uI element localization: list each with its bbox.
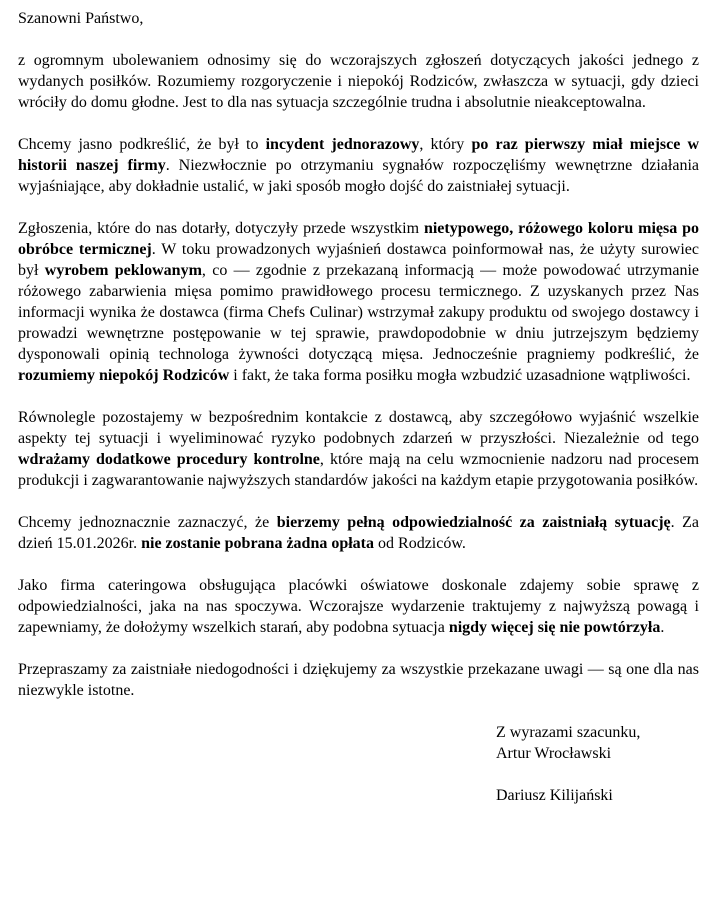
signer-name: Artur Wrocławski (496, 745, 612, 762)
signer-name: Dariusz Kilijański (496, 787, 613, 804)
emphasis-text: po raz pierwszy miał miejsce w historii naszej firmy (18, 136, 700, 174)
signature-spacer (496, 764, 699, 785)
paragraph-thanks (18, 659, 699, 701)
text-segment: , które mają na celu wzmocnienie nadzoru nad procesem produkcji i zagwarantowanie najwyższych standardów jakości na każdym etapie przygotowania posiłków. (18, 451, 700, 489)
paragraph-responsibility (18, 512, 699, 554)
paragraph-control-procedures (18, 407, 699, 491)
text-segment: Chcemy jednoznacznie zaznaczyć, że (18, 514, 277, 531)
text-segment: . (660, 619, 665, 636)
emphasis-text: nie zostanie pobrana żadna opłata (141, 535, 375, 552)
emphasis-text: incydent jednorazowy (265, 136, 420, 153)
paragraph-one-time-incident (18, 134, 699, 197)
text-segment: Chcemy jasno podkreślić, że był to (18, 136, 266, 153)
text-segment: . Za dzień 15.01.2026r. (18, 514, 700, 552)
text-segment: Zgłoszenia, które do nas dotarły, dotyczyły przede wszystkim (18, 220, 424, 237)
text-segment: Jako firma cateringowa obsługująca placówki oświatowe doskonale zdajemy sobie sprawę z odpowiedzialności, jaka na nas spoczywa. Wczorajsze wydarzenie traktujemy z najwyższą powagą i zapewniamy, że dołożymy wszelkich starań, aby podobna sytuacja (18, 577, 699, 636)
emphasis-text: wdrażamy dodatkowe procedury kontrolne (18, 451, 320, 468)
paragraph-apology (18, 50, 699, 113)
emphasis-text: nietypowego, różowego koloru mięsa po obróbce termicznej (18, 220, 700, 258)
text-segment: od Rodziców. (374, 535, 466, 552)
closing-salutation: Z wyrazami szacunku, (496, 724, 641, 741)
text-segment: , co — zgodnie z przekazaną informacją — może powodować utrzymanie różowego zabarwienia mięsa pomimo prawidłowego procesu termicznego. Z uzyskanych przez Nas informacji wynika że dostawca (firma Chefs Culinar) wstrzymał zakupy produktu od swojego dostawcy i prowadzi wewnętrzne postępowanie w tej sprawie, prawdopodobnie w dniu jutrzejszym będziemy dysponowali opinią technologa żywności dotyczącą mięsa. Jednocześnie pragniemy podkreślić, że (18, 262, 700, 363)
text-segment: , który (419, 136, 472, 153)
text-segment: . W toku prowadzonych wyjaśnień dostawca poinformował nas, że użyty surowiec był (18, 241, 700, 279)
emphasis-text: nigdy więcej się nie powtórzyła (448, 619, 661, 636)
text-segment: i fakt, że taka forma posiłku mogła wzbudzić uzasadnione wątpliwości. (229, 367, 691, 384)
emphasis-text: bierzemy pełną odpowiedzialność za zaistniałą sytuację (276, 514, 671, 531)
greeting: Szanowni Państwo, (18, 10, 144, 27)
text-segment: z ogromnym ubolewaniem odnosimy się do wczorajszych zgłoszeń dotyczących jakości jednego z wydanych posiłków. Rozumiemy rozgoryczenie i niepokój Rodziców, zwłaszcza w sytuacji, gdy dzieci wróciły do domu głodne. Jest to dla nas sytuacja szczególnie trudna i absolutnie nieakceptowalna. (18, 52, 699, 111)
text-segment: . Niezwłocznie po otrzymaniu sygnałów rozpoczęliśmy wewnętrzne działania wyjaśniające, aby dokładnie ustalić, w jaki sposób mogło dojść do zaistniałej sytuacji. (18, 157, 699, 195)
text-segment: Przepraszamy za zaistniałe niedogodności i dziękujemy za wszystkie przekazane uwagi — są one dla nas niezwykle istotne. (18, 661, 699, 699)
paragraph-pink-meat-explanation (18, 218, 699, 386)
emphasis-text: rozumiemy niepokój Rodziców (18, 367, 230, 384)
paragraph-commitment (18, 575, 699, 638)
emphasis-text: wyrobem peklowanym (44, 262, 202, 279)
closing-block (496, 722, 699, 806)
text-segment: Równolegle pozostajemy w bezpośrednim kontakcie z dostawcą, aby szczegółowo wyjaśnić wszelkie aspekty tej sytuacji i wyeliminować ryzyko podobnych zdarzeń w przyszłości. Niezależnie od tego (18, 409, 699, 447)
